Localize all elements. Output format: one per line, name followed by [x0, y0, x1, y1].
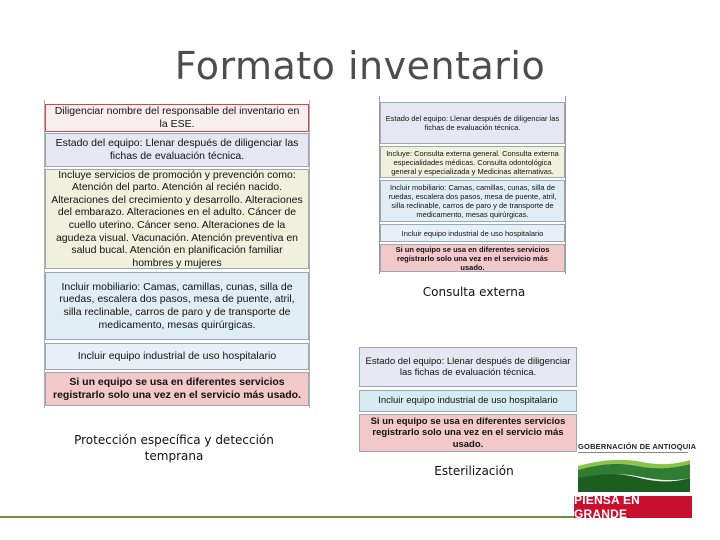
registro-unico-note: Si un equipo se usa en diferentes servicios registrarlo solo una vez en el servicio más usado. [380, 244, 565, 272]
mobiliario-note: Incluir mobiliario: Camas, camillas, cunas, silla de ruedas, escalera dos pasos, mesa de puente, atril, silla reclinable, carros de paro y de transporte de medicamento, mesas quirúrgicas. [380, 180, 565, 222]
caption-proteccion-especifica: Protección específica y detección temprana [74, 433, 274, 464]
equipo-industrial-note: Incluir equipo industrial de uso hospitalario [359, 390, 577, 412]
mobiliario-note: Incluir mobiliario: Camas, camillas, cunas, silla de ruedas, escalera dos pasos, mesa de puente, atril, silla reclinable, carros de paro y de transporte de medicamento, mesas quirúrgicas. [45, 272, 309, 340]
logo-divider [578, 452, 688, 453]
equipo-industrial-note: Incluir equipo industrial de uso hospitalario [45, 343, 309, 370]
servicios-incluidos-note: Incluye servicios de promoción y prevención como: Atención del parto. Atención al recién nacido. Alteraciones del crecimiento y desarrollo. Alteraciones del embarazo. Alteraciones en el adulto. Cáncer de cuello uterino. Cáncer seno. Alteraciones de la agudeza visual. Vacunación. Atención preventiva en salud bucal. Atención en planificación familiar hombres y mujeres [45, 169, 309, 269]
antioquia-flag-icon [578, 456, 690, 492]
estado-equipo-note: Estado del equipo: Llenar después de diligenciar las fichas de evaluación técnica. [359, 347, 577, 387]
page-title: Formato inventario [174, 44, 546, 88]
inventory-sheet-proteccion-especifica [44, 100, 310, 408]
logo-slogan: PIENSA EN GRANDE [574, 496, 692, 518]
inventory-sheet-consulta-externa [379, 96, 566, 274]
caption-esterilizacion: Esterilización [434, 464, 514, 478]
inventory-sheet-esterilizacion [359, 344, 577, 454]
servicios-incluidos-note: Incluye: Consulta externa general. Consulta externa especialidades médicas. Consulta odontológica general y especializada y Medicinas alternativas. [380, 146, 565, 178]
estado-equipo-note: Estado del equipo: Llenar después de diligenciar las fichas de evaluación técnica. [380, 102, 565, 144]
estado-equipo-note: Estado del equipo: Llenar después de diligenciar las fichas de evaluación técnica. [45, 133, 309, 167]
registro-unico-note: Si un equipo se usa en diferentes servicios registrarlo solo una vez en el servicio más usado. [359, 414, 577, 452]
responsable-note: Diligenciar nombre del responsable del inventario en la ESE. [45, 104, 309, 132]
equipo-industrial-note: Incluir equipo industrial de uso hospitalario [380, 224, 565, 242]
registro-unico-note: Si un equipo se usa en diferentes servicios registrarlo solo una vez en el servicio más usado. [45, 372, 309, 406]
gobernacion-antioquia-logo [574, 442, 697, 521]
caption-consulta-externa: Consulta externa [422, 285, 526, 299]
footer-divider [0, 516, 574, 518]
logo-org-name: GOBERNACIÓN DE ANTIOQUIA [578, 442, 697, 451]
